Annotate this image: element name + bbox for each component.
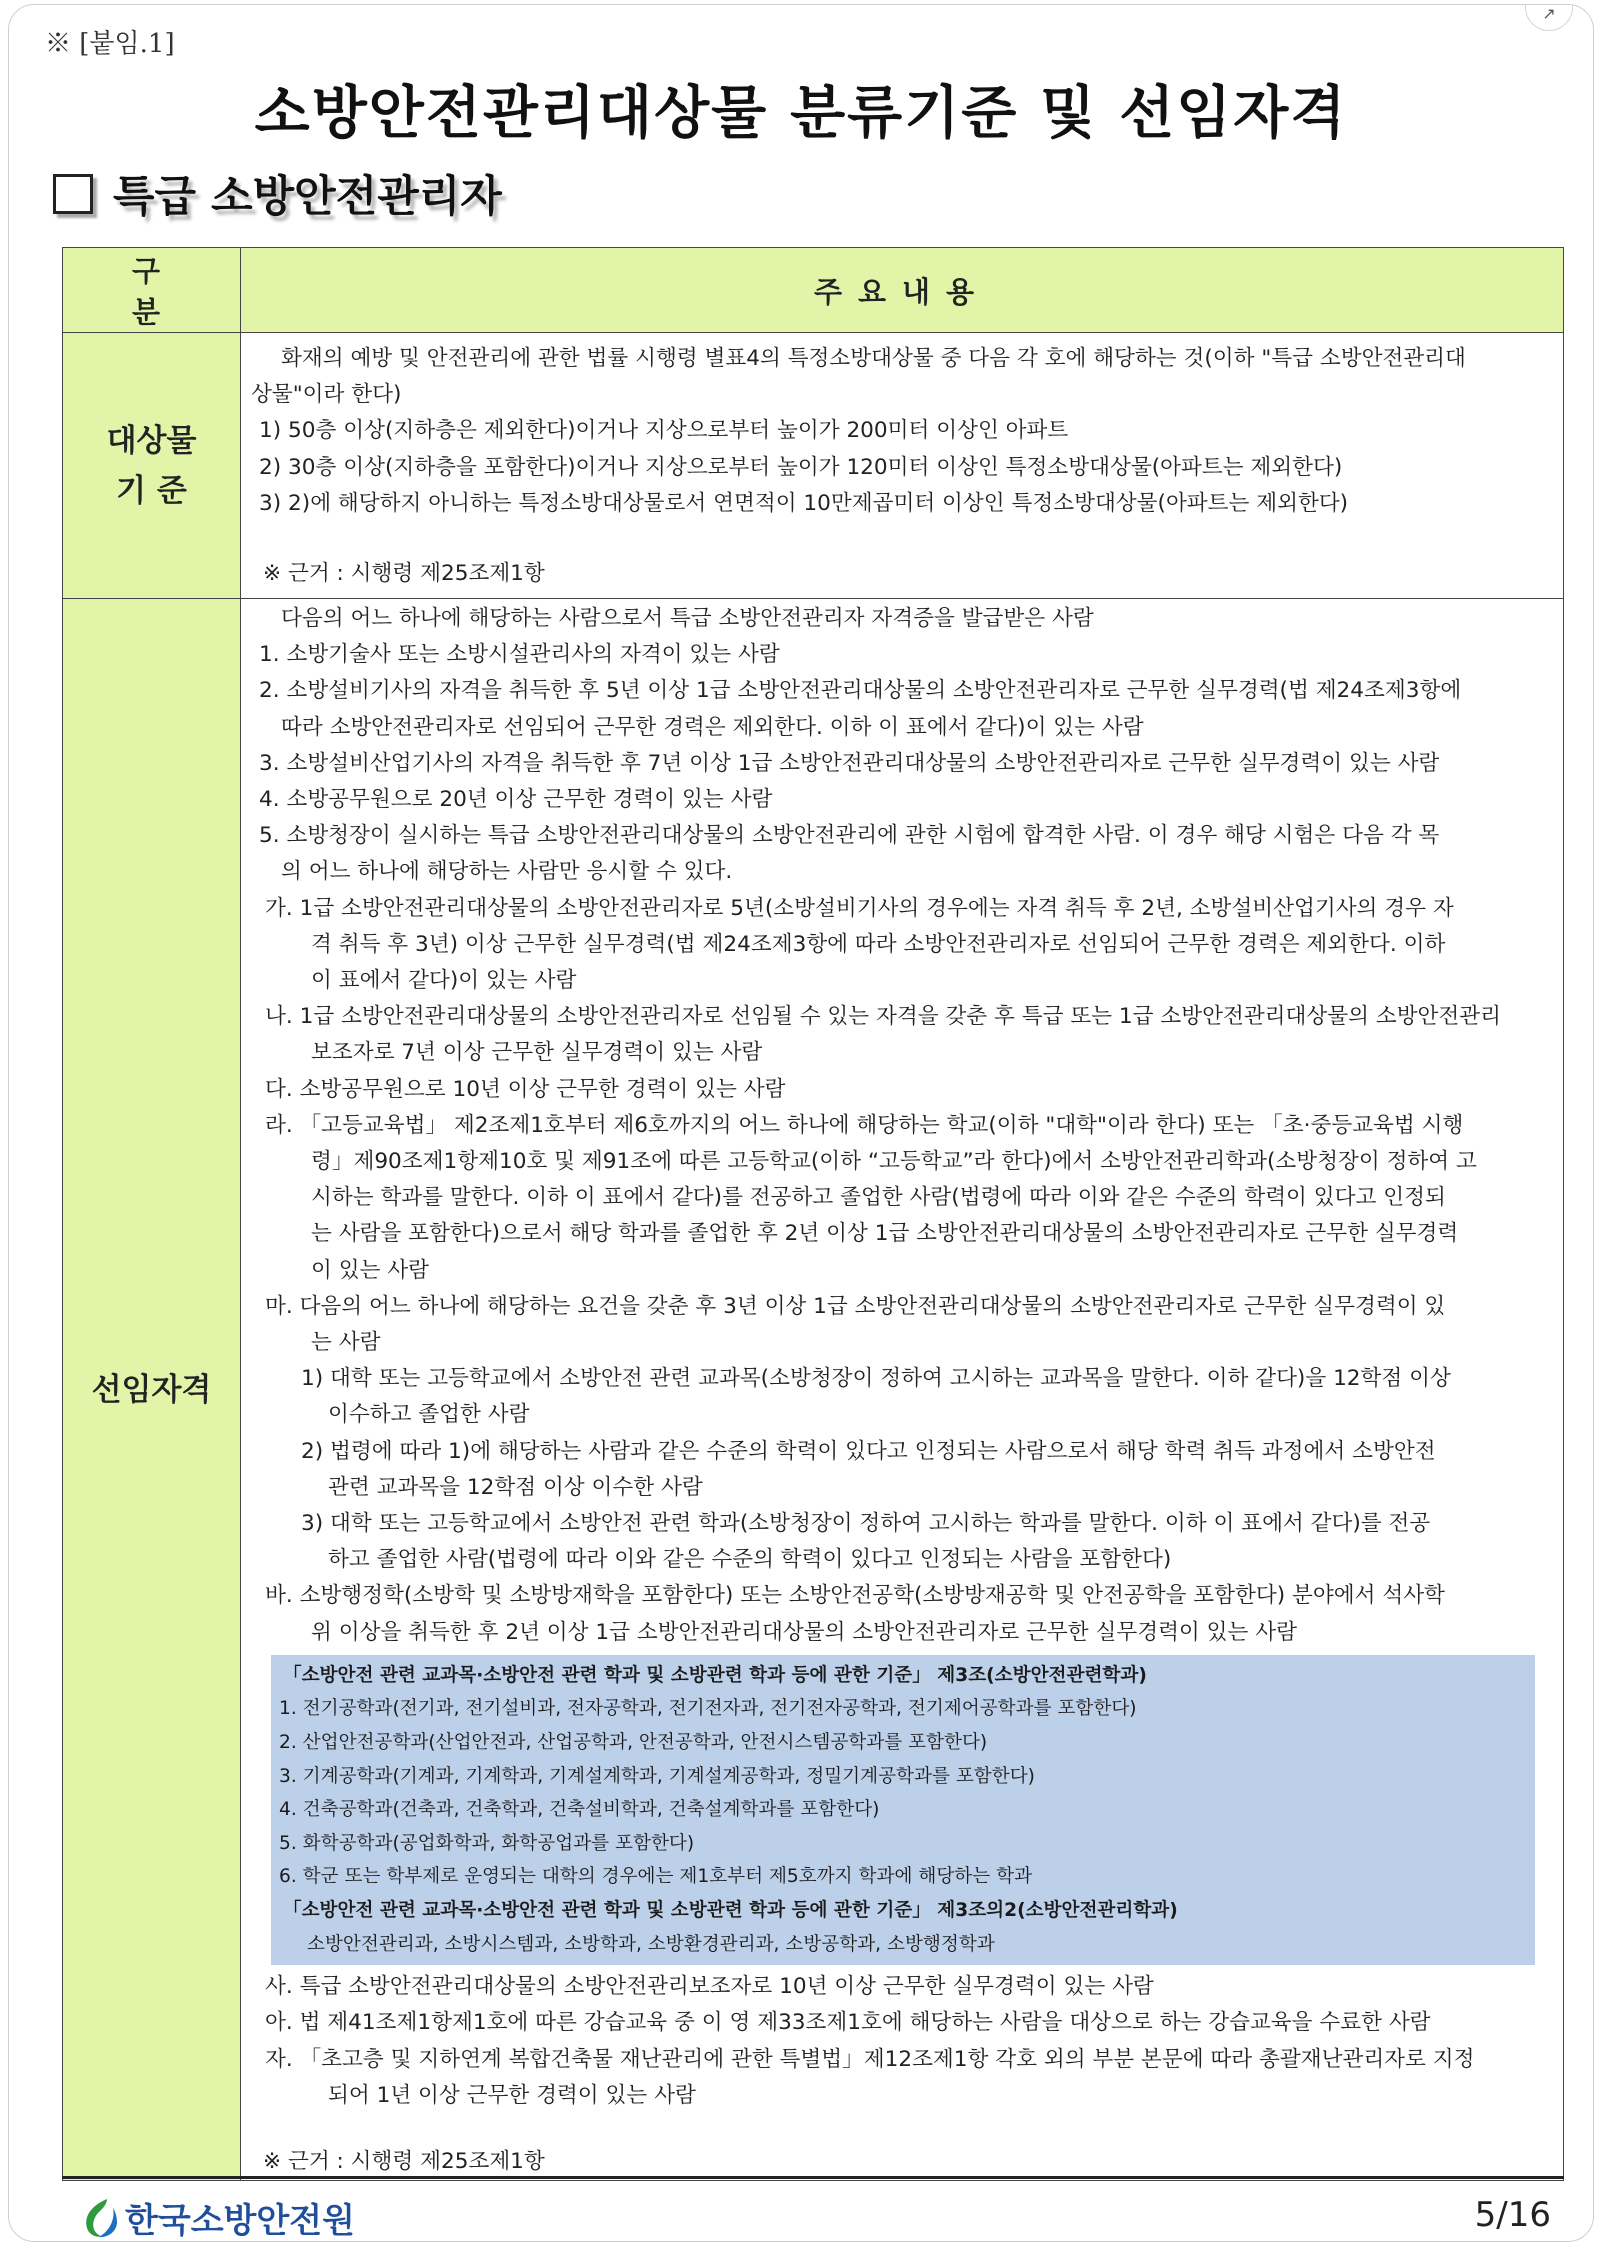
qual-ma-1: 1) 대학 또는 고등학교에서 소방안전 관련 교과목(소방청장이 정하여 고시하는 교과목을 말한다. 이하 같다)을 12학점 이상 <box>301 1366 1451 1392</box>
table-row-target <box>63 333 1564 599</box>
row-label-text: 선임자격 <box>91 1371 212 1408</box>
qual-ma-cont: 는 사람 <box>311 1330 381 1356</box>
box-item-1: 1. 전기공학과(전기과, 전기설비과, 전자공학과, 전기전자과, 전기전자공학과, 전기제어공학과를 포함한다) <box>279 1698 1137 1720</box>
target-basis: ※ 근거 : 시행령 제25조제1항 <box>263 561 545 587</box>
qual-ma-1-cont: 이수하고 졸업한 사람 <box>328 1402 530 1428</box>
qual-ra-cont-4: 이 있는 사람 <box>311 1257 430 1283</box>
row-label-qualification <box>63 599 241 2181</box>
box-item-3: 3. 기계공학과(기계과, 기계학과, 기계설계학과, 기계설계공학과, 정밀기계공학과를 포함한다) <box>279 1765 1035 1787</box>
table-row-qualification <box>63 599 1564 2181</box>
target-intro-2: 상물"이라 한다) <box>251 382 402 408</box>
box-item-2: 2. 산업안전공학과(산업안전과, 산업공학과, 안전공학과, 안전시스템공학과를 포함한다) <box>279 1732 988 1754</box>
qualification-content <box>241 599 1564 2181</box>
qual-item-1: 1. 소방기술사 또는 소방시설관리사의 자격이 있는 사람 <box>259 642 780 668</box>
box-item-6: 6. 학군 또는 학부제로 운영되는 대학의 경우에는 제1호부터 제5호까지 학과에 해당하는 학과 <box>279 1866 1033 1888</box>
qual-ra-cont-1: 령」제90조제1항제10호 및 제91조에 따른 고등학교(이하 “고등학교”라 한다)에서 소방안전관리학과(소방청장이 정하여 고 <box>311 1149 1477 1175</box>
checkbox-square-icon <box>53 174 93 214</box>
qual-item-2: 2. 소방설비기사의 자격을 취득한 후 5년 이상 1급 소방안전관리대상물의 소방안전관리자로 근무한 실무경력(법 제24조제3항에 <box>259 678 1462 704</box>
footer-divider <box>62 2176 1564 2179</box>
qual-item-3: 3. 소방설비산업기사의 자격을 취득한 후 7년 이상 1급 소방안전관리대상물의 소방안전관리자로 근무한 실무경력이 있는 사람 <box>259 750 1440 776</box>
qual-sa: 사. 특급 소방안전관리대상물의 소방안전관리보조자로 10년 이상 근무한 실무경력이 있는 사람 <box>265 1974 1154 2000</box>
row-label-line1: 대상물 <box>106 422 197 459</box>
header-content: 주요내용 <box>241 248 1564 333</box>
target-item-1: 1) 50층 이상(지하층은 제외한다)이거나 지상으로부터 높이가 200미터 이상인 아파트 <box>259 418 1069 444</box>
attachment-label: ※ [붙임.1] <box>45 29 175 59</box>
document-page <box>8 4 1594 2242</box>
org-logo <box>77 2193 355 2242</box>
qual-ma-3-cont: 하고 졸업한 사람(법령에 따라 이와 같은 수준의 학력이 있다고 인정되는 사람을 포함한다) <box>328 1547 1172 1573</box>
qual-na-cont: 보조자로 7년 이상 근무한 실무경력이 있는 사람 <box>311 1040 763 1066</box>
section-title <box>53 163 502 224</box>
qual-item-5-cont: 의 어느 하나에 해당하는 사람만 응시할 수 있다. <box>281 859 733 885</box>
qual-ja: 자. 「초고층 및 지하연계 복합건축물 재난관리에 관한 특별법」제12조제1항 각호 외의 부분 본문에 따라 총괄재난관리자로 지정 <box>265 2046 1475 2072</box>
box-item-7: 소방안전관리과, 소방시스템과, 소방학과, 소방환경관리과, 소방공학과, 소방행정학과 <box>307 1933 995 1955</box>
box-item-5: 5. 화학공학과(공업화학과, 화학공업과를 포함한다) <box>279 1832 695 1854</box>
qual-item-4: 4. 소방공무원으로 20년 이상 근무한 경력이 있는 사람 <box>259 787 773 813</box>
qual-ma: 마. 다음의 어느 하나에 해당하는 요건을 갖춘 후 3년 이상 1급 소방안전관리대상물의 소방안전관리자로 근무한 실무경력이 있 <box>265 1293 1446 1319</box>
qual-ga-cont-1: 격 취득 후 3년) 이상 근무한 실무경력(법 제24조제3항에 따라 소방안전관리자로 선임되어 근무한 경력은 제외한다. 이하 <box>311 931 1446 957</box>
qual-basis: ※ 근거 : 시행령 제25조제1항 <box>263 2149 545 2175</box>
qual-ra-cont-2: 시하는 학과를 말한다. 이하 이 표에서 같다)를 전공하고 졸업한 사람(법령에 따라 이와 같은 수준의 학력이 있다고 인정되 <box>311 1185 1446 1211</box>
flame-logo-icon <box>77 2196 121 2240</box>
target-intro-1: 화재의 예방 및 안전관리에 관한 법률 시행령 별표4의 특정소방대상물 중 다음 각 호에 해당하는 것(이하 "특급 소방안전관리대 <box>281 346 1466 371</box>
qual-item-5: 5. 소방청장이 실시하는 특급 소방안전관리대상물의 소방안전관리에 관한 시험에 합격한 사람. 이 경우 해당 시험은 다음 각 목 <box>259 823 1440 849</box>
target-item-3: 3) 2)에 해당하지 아니하는 특정소방대상물로서 연면적이 10만제곱미터 이상인 특정소방대상물(아파트는 제외한다) <box>259 490 1349 516</box>
reference-box <box>271 1655 1535 1965</box>
qual-ba-cont: 위 이상을 취득한 후 2년 이상 1급 소방안전관리대상물의 소방안전관리자로 근무한 실무경력이 있는 사람 <box>311 1619 1297 1645</box>
box-heading-1: 「소방안전 관련 교과목·소방안전 관련 학과 및 소방관련 학과 등에 관한 기준」 제3조(소방안전관련학과) <box>283 1664 1147 1686</box>
qual-ja-cont: 되어 1년 이상 근무한 경력이 있는 사람 <box>328 2082 696 2108</box>
qual-a: 아. 법 제41조제1항제1호에 따른 강습교육 중 이 영 제33조제1호에 해당하는 사람을 대상으로 하는 강습교육을 수료한 사람 <box>265 2010 1431 2036</box>
expand-icon[interactable]: ↗ <box>1525 4 1573 31</box>
target-item-2: 2) 30층 이상(지하층을 포함한다)이거나 지상으로부터 높이가 120미터 이상인 특정소방대상물(아파트는 제외한다) <box>259 454 1343 480</box>
qual-da: 다. 소방공무원으로 10년 이상 근무한 경력이 있는 사람 <box>265 1076 786 1102</box>
qual-na: 나. 1급 소방안전관리대상물의 소방안전관리자로 선임될 수 있는 자격을 갖춘 후 특급 또는 1급 소방안전관리대상물의 소방안전관리 <box>265 1004 1501 1030</box>
row-label-line2: 기 준 <box>116 472 187 509</box>
qual-ma-2: 2) 법령에 따라 1)에 해당하는 사람과 같은 수준의 학력이 있다고 인정되는 사람으로서 해당 학력 취득 과정에서 소방안전 <box>301 1438 1436 1464</box>
qual-ga-cont-2: 이 표에서 같다)이 있는 사람 <box>311 968 577 994</box>
qual-ga: 가. 1급 소방안전관리대상물의 소방안전관리자로 5년(소방설비기사의 경우에는 자격 취득 후 2년, 소방설비산업기사의 경우 자 <box>265 895 1454 921</box>
header-category: 구 분 <box>63 248 241 333</box>
box-item-4: 4. 건축공학과(건축과, 건축학과, 건축설비학과, 건축설계학과를 포함한다) <box>279 1799 880 1821</box>
target-content <box>241 333 1564 599</box>
org-name: 한국소방안전원 <box>125 2201 355 2241</box>
section-title-text: 특급 소방안전관리자 <box>113 172 502 222</box>
page-title: 소방안전관리대상물 분류기준 및 선임자격 <box>254 80 1348 146</box>
qual-ma-2-cont: 관련 교과목을 12학점 이상 이수한 사람 <box>328 1474 703 1500</box>
qual-ra: 라. 「고등교육법」 제2조제1호부터 제6호까지의 어느 하나에 해당하는 학교(이하 "대학"이라 한다) 또는 「초·중등교육법 시행 <box>265 1112 1464 1138</box>
qual-ba: 바. 소방행정학(소방학 및 소방방재학을 포함한다) 또는 소방안전공학(소방방재공학 및 안전공학을 포함한다) 분야에서 석사학 <box>265 1583 1445 1609</box>
qual-item-2-cont: 따라 소방안전관리자로 선임되어 근무한 경력은 제외한다. 이하 이 표에서 같다)이 있는 사람 <box>281 714 1144 740</box>
page-number: 5/16 <box>1474 2195 1551 2235</box>
criteria-table <box>62 247 1564 2181</box>
qual-ma-3: 3) 대학 또는 고등학교에서 소방안전 관련 학과(소방청장이 정하여 고시하는 학과를 말한다. 이하 이 표에서 같다)를 전공 <box>301 1511 1431 1537</box>
row-label-target <box>63 333 241 599</box>
qual-ra-cont-3: 는 사람을 포함한다)으로서 해당 학과를 졸업한 후 2년 이상 1급 소방안전관리대상물의 소방안전관리자로 근무한 실무경력 <box>311 1221 1459 1247</box>
box-heading-2: 「소방안전 관련 교과목·소방안전 관련 학과 및 소방관련 학과 등에 관한 기준」 제3조의2(소방안전관리학과) <box>283 1900 1178 1922</box>
qual-intro: 다음의 어느 하나에 해당하는 사람으로서 특급 소방안전관리자 자격증을 발급받은 사람 <box>281 606 1094 631</box>
